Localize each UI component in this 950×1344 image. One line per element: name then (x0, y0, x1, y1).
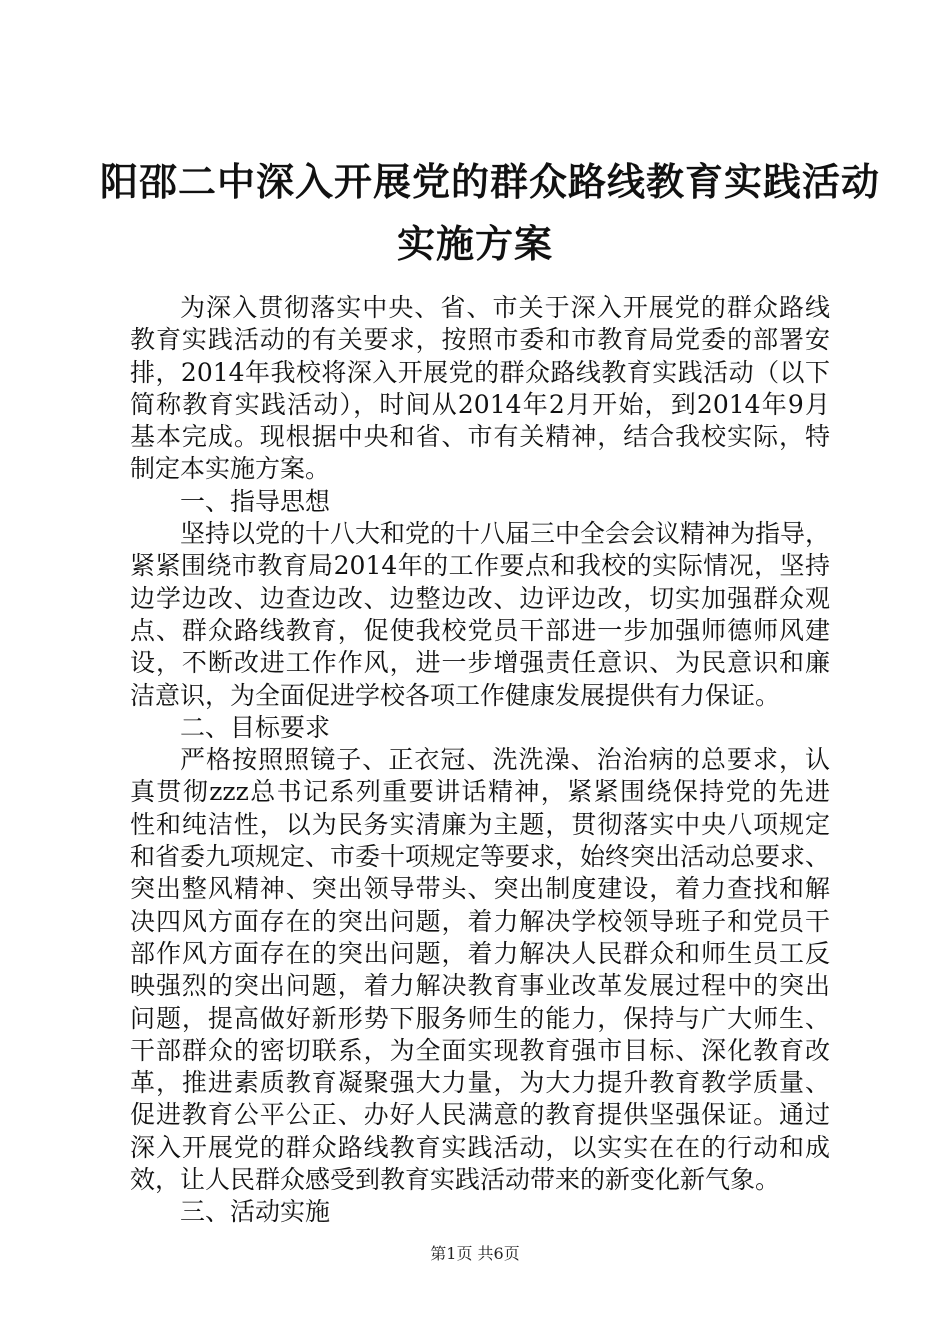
paragraph-line: 严格按照照镜子、正衣冠、洗洗澡、治治病的总要求，认 (180, 745, 830, 775)
paragraph-line: 和省委九项规定、市委十项规定等要求，始终突出活动总要求、 (130, 842, 830, 872)
paragraph-line: 制定本实施方案。 (130, 454, 331, 484)
paragraph-line: 促进教育公平公正、办好人民满意的教育提供坚强保证。通过 (130, 1100, 830, 1130)
paragraph-line: 坚持以党的十八大和党的十八届三中全会会议精神为指导， (180, 519, 830, 549)
paragraph-line: 决四风方面存在的突出问题，着力解决学校领导班子和党员干 (130, 906, 830, 936)
paragraph-line: 简称教育实践活动），时间从2014年2月开始，到2014年9月 (130, 389, 830, 419)
paragraph-line: 边学边改、边查边改、边整边改、边评边改，切实加强群众观 (130, 583, 830, 613)
section-heading: 一、指导思想 (180, 486, 331, 516)
paragraph-line: 设，不断改进工作作风，进一步增强责任意识、为民意识和廉 (130, 648, 830, 678)
paragraph-line: 紧紧围绕市教育局2014年的工作要点和我校的实际情况，坚持 (130, 551, 830, 581)
paragraph-line: 点、群众路线教育，促使我校党员干部进一步加强师德师风建 (130, 615, 830, 645)
paragraph-line: 部作风方面存在的突出问题，着力解决人民群众和师生员工反 (130, 938, 830, 968)
document-body (130, 292, 830, 1229)
paragraph-line: 革，推进素质教育凝聚强大力量，为大力提升教育教学质量、 (130, 1068, 830, 1098)
paragraph-line: 问题，提高做好新形势下服务师生的能力，保持与广大师生、 (130, 1003, 830, 1033)
paragraph-line: 突出整风精神、突出领导带头、突出制度建设，着力查找和解 (130, 874, 830, 904)
section-heading: 三、活动实施 (180, 1197, 331, 1227)
paragraph-line: 教育实践活动的有关要求，按照市委和市教育局党委的部署安 (130, 325, 830, 355)
paragraph-line: 深入开展党的群众路线教育实践活动，以实实在在的行动和成 (130, 1132, 830, 1162)
document-title-line2: 实施方案 (396, 221, 553, 266)
paragraph-line: 性和纯洁性，以为民务实清廉为主题，贯彻落实中央八项规定 (130, 809, 830, 839)
paragraph-line: 映强烈的突出问题，着力解决教育事业改革发展过程中的突出 (130, 971, 830, 1001)
paragraph-line: 洁意识，为全面促进学校各项工作健康发展提供有力保证。 (130, 680, 781, 710)
document-title: 阳邵二中深入开展党的群众路线教育实践活动 (100, 159, 881, 204)
paragraph-line: 为深入贯彻落实中央、省、市关于深入开展党的群众路线 (180, 293, 830, 322)
paragraph-line: 排，2014年我校将深入开展党的群众路线教育实践活动（以下 (130, 357, 830, 387)
paragraph-line: 基本完成。现根据中央和省、市有关精神，结合我校实际，特 (130, 422, 830, 452)
section-heading: 二、目标要求 (180, 712, 331, 742)
paragraph-line: 干部群众的密切联系，为全面实现教育强市目标、深化教育改 (130, 1035, 830, 1065)
page-number: 第1页 共6页 (430, 1244, 520, 1263)
paragraph-line: 效，让人民群众感受到教育实践活动带来的新变化新气象。 (130, 1165, 781, 1195)
paragraph-line: 真贯彻zzz总书记系列重要讲话精神，紧紧围绕保持党的先进 (130, 777, 830, 807)
